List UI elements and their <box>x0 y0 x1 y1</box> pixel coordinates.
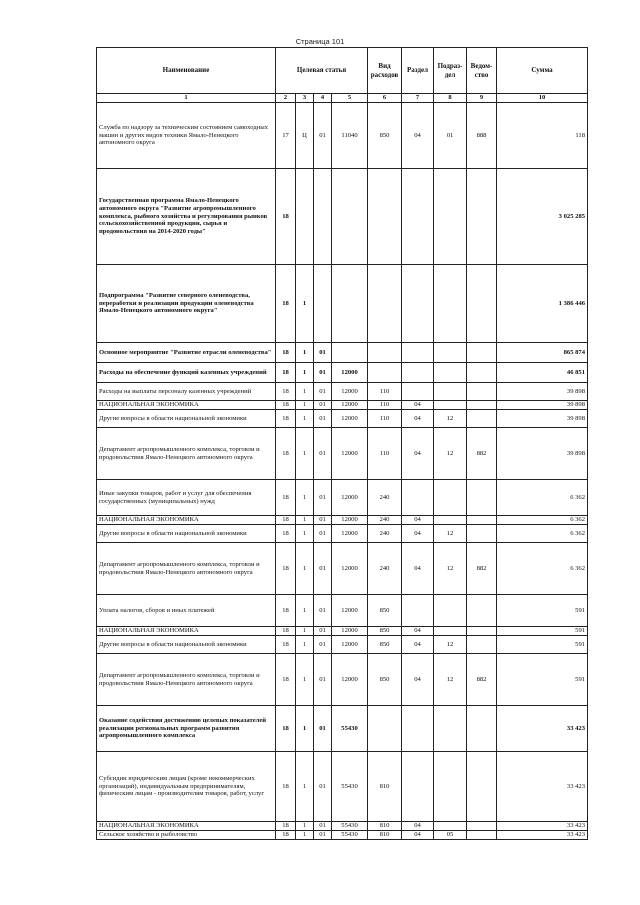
target-activity-cell: 01 <box>314 706 332 752</box>
subsection-cell <box>434 627 467 636</box>
target-direction-cell: 12000 <box>332 401 368 410</box>
target-program-cell: 18 <box>276 169 296 265</box>
row-name-cell: Основное мероприятие "Развитие отрасли оленеводства" <box>97 343 276 363</box>
target-activity-cell: 01 <box>314 480 332 516</box>
department-cell <box>467 636 497 654</box>
target-program-cell: 18 <box>276 265 296 343</box>
expense-type-cell: 810 <box>368 822 402 831</box>
target-program-cell: 18 <box>276 480 296 516</box>
subsection-cell: 01 <box>434 103 467 169</box>
sum-cell: 46 851 <box>497 363 588 383</box>
target-subprogram-cell: 1 <box>296 410 314 428</box>
sum-cell: 591 <box>497 636 588 654</box>
subsection-cell <box>434 401 467 410</box>
row-name-cell: НАЦИОНАЛЬНАЯ ЭКОНОМИКА <box>97 627 276 636</box>
target-activity-cell: 01 <box>314 428 332 480</box>
target-direction-cell: 55430 <box>332 706 368 752</box>
subsection-cell <box>434 383 467 401</box>
row-name-cell: Департамент агропромышленного комплекса, торговли и продовольствия Ямало-Ненецкого автономного округа <box>97 428 276 480</box>
header-sum: Сумма <box>497 48 588 94</box>
section-cell <box>402 752 434 822</box>
column-number: 9 <box>467 94 497 103</box>
section-cell <box>402 595 434 627</box>
column-number: 10 <box>497 94 588 103</box>
target-program-cell: 18 <box>276 822 296 831</box>
sum-cell: 591 <box>497 627 588 636</box>
table-row <box>97 627 588 636</box>
target-subprogram-cell: 1 <box>296 543 314 595</box>
expense-type-cell: 240 <box>368 480 402 516</box>
section-cell: 04 <box>402 654 434 706</box>
sum-cell: 118 <box>497 103 588 169</box>
expense-type-cell: 850 <box>368 654 402 706</box>
target-subprogram-cell: 1 <box>296 654 314 706</box>
sum-cell: 33 423 <box>497 706 588 752</box>
column-number: 4 <box>314 94 332 103</box>
department-cell <box>467 627 497 636</box>
target-direction-cell: 12000 <box>332 516 368 525</box>
department-cell <box>467 831 497 840</box>
row-name-cell: Департамент агропромышленного комплекса, торговли и продовольствия Ямало-Ненецкого автономного округа <box>97 543 276 595</box>
header-name: Наименование <box>97 48 276 94</box>
target-program-cell: 18 <box>276 706 296 752</box>
subsection-cell: 12 <box>434 543 467 595</box>
target-activity-cell: 01 <box>314 543 332 595</box>
section-cell: 04 <box>402 636 434 654</box>
sum-cell: 6 362 <box>497 480 588 516</box>
table-body <box>97 103 588 840</box>
target-direction-cell: 12000 <box>332 654 368 706</box>
department-cell: 888 <box>467 103 497 169</box>
target-subprogram-cell: 1 <box>296 627 314 636</box>
header-department: Ведом-ство <box>467 48 497 94</box>
subsection-cell <box>434 343 467 363</box>
table-row <box>97 428 588 480</box>
target-direction-cell: 55430 <box>332 752 368 822</box>
department-cell: 882 <box>467 428 497 480</box>
subsection-cell <box>434 752 467 822</box>
target-program-cell: 18 <box>276 627 296 636</box>
section-cell <box>402 383 434 401</box>
target-activity-cell: 01 <box>314 343 332 363</box>
subsection-cell: 12 <box>434 525 467 543</box>
sum-cell: 6 362 <box>497 543 588 595</box>
expense-type-cell: 810 <box>368 831 402 840</box>
expense-type-cell <box>368 363 402 383</box>
target-program-cell: 18 <box>276 410 296 428</box>
table-row <box>97 169 588 265</box>
row-name-cell: Департамент агропромышленного комплекса, торговли и продовольствия Ямало-Ненецкого автономного округа <box>97 654 276 706</box>
section-cell: 04 <box>402 428 434 480</box>
target-direction-cell: 12000 <box>332 636 368 654</box>
subsection-cell: 12 <box>434 410 467 428</box>
table-row <box>97 636 588 654</box>
row-name-cell: НАЦИОНАЛЬНАЯ ЭКОНОМИКА <box>97 516 276 525</box>
target-program-cell: 18 <box>276 343 296 363</box>
column-number: 5 <box>332 94 368 103</box>
table-row <box>97 516 588 525</box>
target-subprogram-cell: 1 <box>296 343 314 363</box>
target-subprogram-cell: Ц <box>296 103 314 169</box>
header-row <box>97 48 588 94</box>
target-subprogram-cell: 1 <box>296 401 314 410</box>
expense-type-cell: 240 <box>368 516 402 525</box>
target-direction-cell: 12000 <box>332 363 368 383</box>
expense-type-cell <box>368 265 402 343</box>
expense-type-cell: 110 <box>368 401 402 410</box>
section-cell <box>402 363 434 383</box>
table-row <box>97 103 588 169</box>
subsection-cell <box>434 516 467 525</box>
table-row <box>97 822 588 831</box>
target-direction-cell <box>332 169 368 265</box>
department-cell <box>467 480 497 516</box>
table-row <box>97 706 588 752</box>
table-row <box>97 595 588 627</box>
subsection-cell <box>434 706 467 752</box>
table-row <box>97 831 588 840</box>
department-cell <box>467 343 497 363</box>
column-number-row <box>97 94 588 103</box>
subsection-cell <box>434 265 467 343</box>
sum-cell: 6 362 <box>497 516 588 525</box>
subsection-cell <box>434 595 467 627</box>
target-activity-cell: 01 <box>314 595 332 627</box>
target-activity-cell: 01 <box>314 752 332 822</box>
section-cell: 04 <box>402 525 434 543</box>
section-cell <box>402 265 434 343</box>
target-program-cell: 18 <box>276 363 296 383</box>
department-cell: 882 <box>467 543 497 595</box>
target-direction-cell: 11040 <box>332 103 368 169</box>
column-number: 8 <box>434 94 467 103</box>
target-activity-cell: 01 <box>314 401 332 410</box>
section-cell: 04 <box>402 627 434 636</box>
expense-type-cell: 240 <box>368 543 402 595</box>
subsection-cell: 05 <box>434 831 467 840</box>
expense-type-cell: 110 <box>368 383 402 401</box>
target-activity-cell: 01 <box>314 822 332 831</box>
target-subprogram-cell: 1 <box>296 752 314 822</box>
expense-type-cell: 850 <box>368 595 402 627</box>
section-cell: 04 <box>402 410 434 428</box>
sum-cell: 865 874 <box>497 343 588 363</box>
row-name-cell: Государственная программа Ямало-Ненецкого автономного округа "Развитие агропромышленного комплекса, рыбного хозяйства и регулирования рынков сельскохозяйственной продукции, сырья и продовольствия на 2014-2020 годы" <box>97 169 276 265</box>
target-activity-cell: 01 <box>314 831 332 840</box>
target-program-cell: 17 <box>276 103 296 169</box>
target-subprogram-cell: 1 <box>296 363 314 383</box>
target-direction-cell: 12000 <box>332 383 368 401</box>
row-name-cell: НАЦИОНАЛЬНАЯ ЭКОНОМИКА <box>97 401 276 410</box>
expense-type-cell: 850 <box>368 103 402 169</box>
column-number: 3 <box>296 94 314 103</box>
target-activity-cell: 01 <box>314 525 332 543</box>
target-direction-cell: 55430 <box>332 831 368 840</box>
target-subprogram-cell: 1 <box>296 595 314 627</box>
target-subprogram-cell <box>296 169 314 265</box>
subsection-cell <box>434 822 467 831</box>
row-name-cell: Сельское хозяйство и рыболовство <box>97 831 276 840</box>
expense-type-cell: 110 <box>368 428 402 480</box>
expense-type-cell <box>368 169 402 265</box>
subsection-cell <box>434 480 467 516</box>
expense-type-cell <box>368 343 402 363</box>
target-activity-cell: 01 <box>314 516 332 525</box>
target-subprogram-cell: 1 <box>296 428 314 480</box>
target-program-cell: 18 <box>276 428 296 480</box>
target-direction-cell: 55430 <box>332 822 368 831</box>
table-row <box>97 654 588 706</box>
target-program-cell: 18 <box>276 543 296 595</box>
target-subprogram-cell: 1 <box>296 480 314 516</box>
target-direction-cell: 12000 <box>332 480 368 516</box>
expense-type-cell: 850 <box>368 627 402 636</box>
target-activity-cell: 01 <box>314 654 332 706</box>
target-program-cell: 18 <box>276 401 296 410</box>
target-direction-cell <box>332 265 368 343</box>
expense-type-cell: 240 <box>368 525 402 543</box>
expense-type-cell <box>368 706 402 752</box>
target-subprogram-cell: 1 <box>296 636 314 654</box>
row-name-cell: Другие вопросы в области национальной экономики <box>97 525 276 543</box>
target-activity-cell <box>314 169 332 265</box>
subsection-cell: 12 <box>434 654 467 706</box>
target-program-cell: 18 <box>276 383 296 401</box>
target-subprogram-cell: 1 <box>296 831 314 840</box>
sum-cell: 39 898 <box>497 401 588 410</box>
row-name-cell: Другие вопросы в области национальной экономики <box>97 636 276 654</box>
section-cell: 04 <box>402 831 434 840</box>
section-cell: 04 <box>402 543 434 595</box>
target-program-cell: 18 <box>276 636 296 654</box>
row-name-cell: Расходы на обеспечение функций казенных учреждений <box>97 363 276 383</box>
target-activity-cell: 01 <box>314 636 332 654</box>
section-cell: 04 <box>402 401 434 410</box>
page-label: Страница 101 <box>295 37 345 46</box>
sum-cell: 3 025 285 <box>497 169 588 265</box>
target-subprogram-cell: 1 <box>296 383 314 401</box>
department-cell: 882 <box>467 654 497 706</box>
header-section: Раздел <box>402 48 434 94</box>
expense-type-cell: 850 <box>368 636 402 654</box>
sum-cell: 39 898 <box>497 383 588 401</box>
department-cell <box>467 822 497 831</box>
target-program-cell: 18 <box>276 752 296 822</box>
column-number: 1 <box>97 94 276 103</box>
target-direction-cell: 12000 <box>332 410 368 428</box>
target-program-cell: 18 <box>276 525 296 543</box>
row-name-cell: Оказание содействия достижению целевых показателей реализации региональных программ развития агропромышленного комплекса <box>97 706 276 752</box>
department-cell <box>467 595 497 627</box>
target-direction-cell <box>332 343 368 363</box>
table-row <box>97 265 588 343</box>
target-subprogram-cell: 1 <box>296 706 314 752</box>
department-cell <box>467 363 497 383</box>
section-cell <box>402 480 434 516</box>
row-name-cell: Служба по надзору за техническим состоянием самоходных машин и других видов техники Ямало-Ненецкого автономного округа <box>97 103 276 169</box>
sum-cell: 591 <box>497 654 588 706</box>
header-subsection: Подраз-дел <box>434 48 467 94</box>
target-direction-cell: 12000 <box>332 428 368 480</box>
sum-cell: 33 423 <box>497 752 588 822</box>
target-subprogram-cell: 1 <box>296 525 314 543</box>
sum-cell: 6 362 <box>497 525 588 543</box>
target-subprogram-cell: 1 <box>296 265 314 343</box>
subsection-cell <box>434 363 467 383</box>
table-row <box>97 383 588 401</box>
subsection-cell <box>434 169 467 265</box>
section-cell: 04 <box>402 516 434 525</box>
header-target: Целевая статья <box>276 48 368 94</box>
table-row <box>97 410 588 428</box>
row-name-cell: Уплата налогов, сборов и иных платежей <box>97 595 276 627</box>
column-number: 6 <box>368 94 402 103</box>
target-direction-cell: 12000 <box>332 543 368 595</box>
section-cell <box>402 706 434 752</box>
section-cell <box>402 343 434 363</box>
department-cell <box>467 752 497 822</box>
table-row <box>97 480 588 516</box>
sum-cell: 33 423 <box>497 831 588 840</box>
department-cell <box>467 706 497 752</box>
department-cell <box>467 265 497 343</box>
expense-type-cell: 810 <box>368 752 402 822</box>
row-name-cell: Субсидии юридическим лицам (кроме некоммерческих организаций), индивидуальным предпринимателям, физическим лицам - производителям товаров, работ, услуг <box>97 752 276 822</box>
row-name-cell: Другие вопросы в области национальной экономики <box>97 410 276 428</box>
subsection-cell: 12 <box>434 428 467 480</box>
department-cell <box>467 525 497 543</box>
column-number: 2 <box>276 94 296 103</box>
target-activity-cell <box>314 265 332 343</box>
row-name-cell: Подпрограмма "Развитие северного оленеводства, переработки и реализации продукции оленеводства Ямало-Ненецкого автономного округа" <box>97 265 276 343</box>
column-number: 7 <box>402 94 434 103</box>
row-name-cell: Иные закупки товаров, работ и услуг для обеспечения государственных (муниципальных) нужд <box>97 480 276 516</box>
target-activity-cell: 01 <box>314 363 332 383</box>
target-activity-cell: 01 <box>314 410 332 428</box>
department-cell <box>467 410 497 428</box>
sum-cell: 33 423 <box>497 822 588 831</box>
budget-table <box>96 47 588 840</box>
sum-cell: 39 898 <box>497 410 588 428</box>
target-activity-cell: 01 <box>314 103 332 169</box>
expense-type-cell: 110 <box>368 410 402 428</box>
target-direction-cell: 12000 <box>332 595 368 627</box>
target-program-cell: 18 <box>276 595 296 627</box>
section-cell <box>402 169 434 265</box>
subsection-cell: 12 <box>434 636 467 654</box>
table-row <box>97 525 588 543</box>
section-cell: 04 <box>402 103 434 169</box>
table-row <box>97 752 588 822</box>
table-row <box>97 543 588 595</box>
header-expense-type: Вид расходов <box>368 48 402 94</box>
target-activity-cell: 01 <box>314 627 332 636</box>
sum-cell: 1 386 446 <box>497 265 588 343</box>
department-cell <box>467 169 497 265</box>
sum-cell: 39 898 <box>497 428 588 480</box>
target-direction-cell: 12000 <box>332 627 368 636</box>
department-cell <box>467 516 497 525</box>
target-subprogram-cell: 1 <box>296 822 314 831</box>
department-cell <box>467 383 497 401</box>
table-row <box>97 401 588 410</box>
department-cell <box>467 401 497 410</box>
table-row <box>97 363 588 383</box>
table-row <box>97 343 588 363</box>
target-program-cell: 18 <box>276 654 296 706</box>
target-program-cell: 18 <box>276 831 296 840</box>
section-cell: 04 <box>402 822 434 831</box>
target-activity-cell: 01 <box>314 383 332 401</box>
target-subprogram-cell: 1 <box>296 516 314 525</box>
row-name-cell: Расходы на выплаты персоналу казенных учреждений <box>97 383 276 401</box>
row-name-cell: НАЦИОНАЛЬНАЯ ЭКОНОМИКА <box>97 822 276 831</box>
target-direction-cell: 12000 <box>332 525 368 543</box>
sum-cell: 591 <box>497 595 588 627</box>
target-program-cell: 18 <box>276 516 296 525</box>
